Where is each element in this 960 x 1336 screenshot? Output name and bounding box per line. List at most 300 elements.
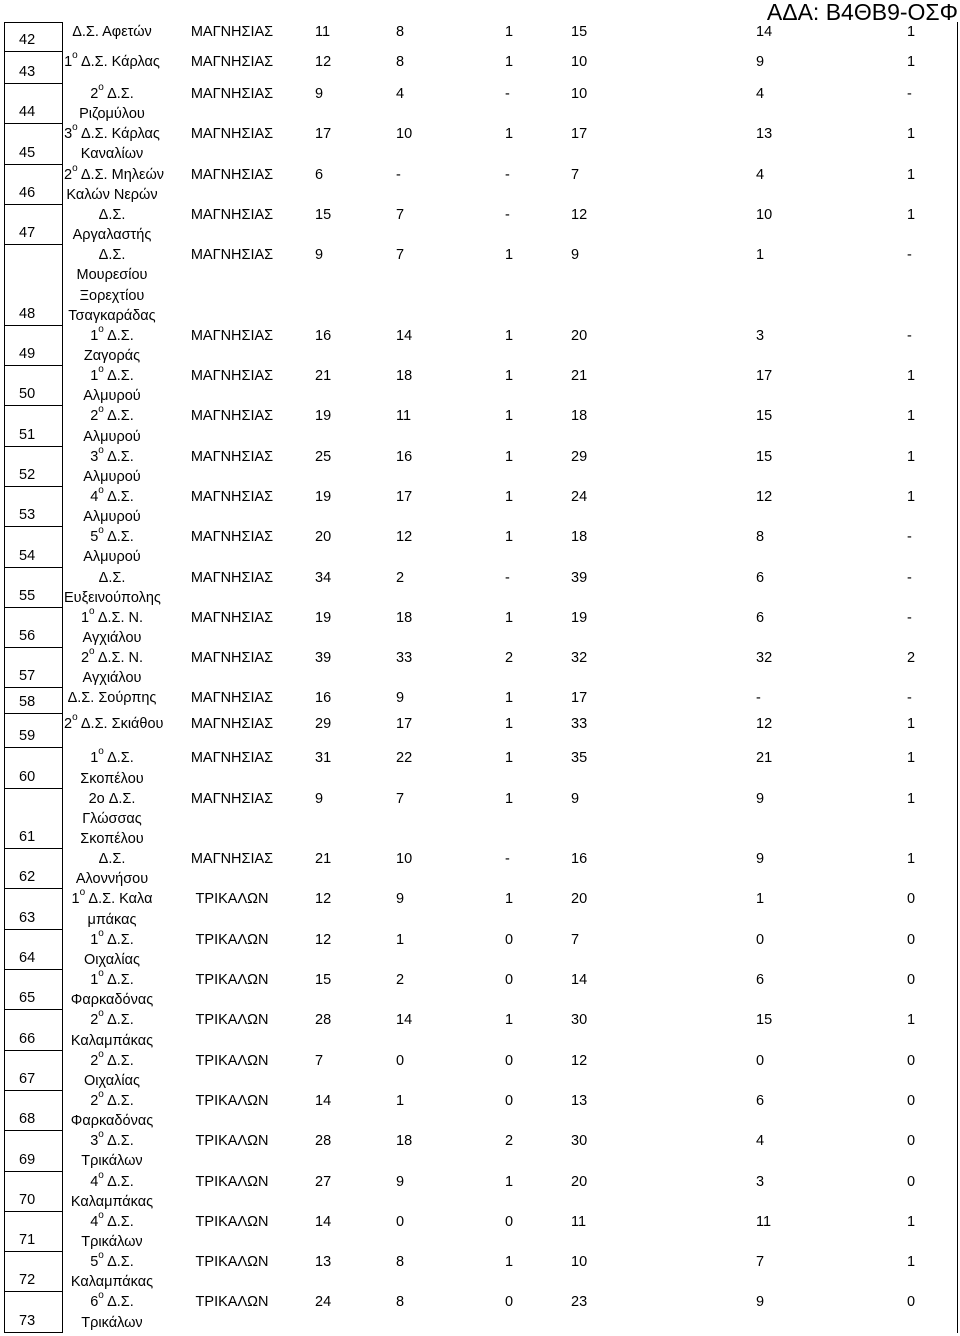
school-name bbox=[64, 22, 160, 42]
row-number: 54 bbox=[4, 527, 63, 567]
value-cell: 3 bbox=[756, 1173, 765, 1190]
value-cell: 0 bbox=[756, 931, 765, 948]
prefecture: ΤΡΙΚΑΛΩΝ bbox=[195, 1173, 269, 1190]
school-name-text: Δ.Σ. bbox=[107, 1294, 134, 1311]
school-name-text: Αλοννήσου bbox=[75, 871, 149, 888]
school-name bbox=[64, 484, 160, 527]
school-name-line bbox=[64, 769, 160, 789]
school-name-text: Δ.Σ. bbox=[107, 931, 134, 948]
value-cell: 0 bbox=[505, 1294, 514, 1311]
value-cell: 29 bbox=[571, 448, 588, 465]
value-cell: 19 bbox=[315, 609, 332, 626]
value-cell: 1 bbox=[907, 716, 916, 733]
value-cell: 9 bbox=[756, 54, 765, 70]
row-number: 71 bbox=[4, 1212, 63, 1252]
school-name bbox=[64, 1088, 160, 1131]
value-cell: 3 bbox=[756, 327, 765, 344]
school-name-text: 2o Δ.Σ. bbox=[88, 790, 136, 807]
prefecture: ΜΑΓΝΗΣΙΑΣ bbox=[190, 24, 274, 40]
value-cell: 8 bbox=[396, 54, 405, 70]
school-name-line bbox=[64, 809, 160, 829]
school-name-line bbox=[64, 605, 160, 628]
prefecture: ΜΑΓΝΗΣΙΑΣ bbox=[190, 609, 274, 626]
value-cell: 14 bbox=[756, 24, 773, 40]
school-name-text: Δ.Σ. bbox=[107, 368, 134, 385]
school-name-line bbox=[64, 849, 160, 869]
value-cell: 22 bbox=[396, 750, 413, 767]
school-name-text: Γλώσσας bbox=[82, 810, 142, 827]
table-row bbox=[0, 22, 957, 52]
ordinal-suffix: ο bbox=[98, 968, 104, 980]
school-name-text: Δ.Σ. bbox=[107, 529, 134, 546]
value-cell: 20 bbox=[571, 891, 588, 908]
value-cell: 21 bbox=[315, 851, 332, 868]
value-cell: 0 bbox=[907, 1052, 916, 1069]
table-row bbox=[0, 889, 957, 929]
ordinal-number: 2 bbox=[90, 1012, 99, 1029]
prefecture: ΜΑΓΝΗΣΙΑΣ bbox=[190, 54, 274, 70]
school-name-text: Μουρεσίου bbox=[76, 267, 148, 284]
value-cell: 17 bbox=[396, 488, 413, 505]
table-row bbox=[0, 124, 957, 164]
ordinal-suffix: ο bbox=[89, 605, 95, 617]
school-name-text: Δ.Σ. Κάρλας bbox=[80, 54, 160, 70]
school-name-line bbox=[64, 1088, 160, 1111]
school-name-text: Αγχιάλου bbox=[82, 630, 142, 647]
value-cell: 27 bbox=[315, 1173, 332, 1190]
value-cell: 1 bbox=[505, 790, 514, 807]
value-cell: 15 bbox=[315, 972, 332, 989]
school-name bbox=[64, 1169, 160, 1212]
row-number: 73 bbox=[4, 1292, 63, 1332]
prefecture: ΜΑΓΝΗΣΙΑΣ bbox=[190, 488, 274, 505]
school-name bbox=[64, 84, 160, 124]
value-cell: 8 bbox=[396, 1254, 405, 1271]
school-name-text: Δ.Σ. bbox=[107, 448, 134, 465]
row-number: 51 bbox=[4, 406, 63, 446]
table-row bbox=[0, 605, 957, 648]
value-cell: 1 bbox=[505, 488, 514, 505]
value-cell: 18 bbox=[571, 529, 588, 546]
school-name-text: Δ.Σ. bbox=[107, 750, 134, 767]
school-name-line bbox=[64, 1048, 160, 1071]
value-cell: 0 bbox=[505, 972, 514, 989]
school-name-text: Δ.Σ. Ν. bbox=[97, 650, 144, 667]
value-cell: 32 bbox=[571, 650, 588, 667]
value-cell: 18 bbox=[571, 408, 588, 425]
school-name-text: Δ.Σ. bbox=[107, 1254, 134, 1271]
school-name bbox=[64, 889, 160, 929]
row-number: 47 bbox=[4, 205, 63, 245]
value-cell: 9 bbox=[396, 1173, 405, 1190]
school-name bbox=[64, 688, 160, 708]
value-cell: 20 bbox=[571, 327, 588, 344]
prefecture: ΜΑΓΝΗΣΙΑΣ bbox=[190, 368, 274, 385]
value-cell: 1 bbox=[505, 529, 514, 546]
value-cell: 1 bbox=[907, 368, 916, 385]
value-cell: 0 bbox=[505, 931, 514, 948]
value-cell: 10 bbox=[396, 126, 413, 143]
value-cell: 10 bbox=[571, 1254, 588, 1271]
ordinal-number: 1 bbox=[90, 972, 99, 989]
row-number: 46 bbox=[4, 165, 63, 205]
value-cell: 19 bbox=[315, 408, 332, 425]
school-name-line bbox=[64, 323, 160, 346]
value-cell: 9 bbox=[756, 1294, 765, 1311]
prefecture: ΜΑΓΝΗΣΙΑΣ bbox=[190, 206, 274, 223]
value-cell: 33 bbox=[571, 716, 588, 733]
ordinal-suffix: ο bbox=[98, 82, 104, 93]
school-name-line bbox=[64, 568, 160, 588]
prefecture: ΤΡΙΚΑΛΩΝ bbox=[195, 1092, 269, 1109]
school-name-text: Δ.Σ. bbox=[107, 408, 134, 425]
ordinal-number: 5 bbox=[90, 529, 99, 546]
ordinal-suffix: ο bbox=[98, 525, 104, 537]
table-row bbox=[0, 1010, 957, 1050]
school-name-text: Δ.Σ. Μηλεών bbox=[80, 166, 165, 183]
table-row bbox=[0, 688, 957, 714]
school-name-text: Δ.Σ. bbox=[107, 86, 134, 102]
school-name bbox=[64, 789, 160, 849]
ordinal-number: 1 bbox=[90, 931, 99, 948]
ordinal-suffix: ο bbox=[98, 927, 104, 939]
table-row bbox=[0, 484, 957, 527]
value-cell: 6 bbox=[756, 972, 765, 989]
school-name-line bbox=[64, 205, 160, 225]
value-cell: 30 bbox=[571, 1012, 588, 1029]
prefecture: ΜΑΓΝΗΣΙΑΣ bbox=[190, 327, 274, 344]
school-name bbox=[64, 1292, 160, 1332]
school-name-line bbox=[64, 1252, 160, 1272]
value-cell: 1 bbox=[907, 1213, 916, 1230]
value-cell: 11 bbox=[756, 1213, 772, 1230]
value-cell: 9 bbox=[315, 247, 324, 264]
value-cell: 0 bbox=[396, 1052, 405, 1069]
table-row bbox=[0, 1169, 957, 1212]
school-name-line bbox=[64, 386, 160, 406]
ordinal-suffix: ο bbox=[98, 323, 104, 335]
school-name bbox=[64, 366, 160, 406]
value-cell: 15 bbox=[756, 448, 773, 465]
value-cell: 1 bbox=[505, 408, 514, 425]
school-name-text: Δ.Σ. Καλα bbox=[88, 891, 153, 908]
school-name-line bbox=[64, 144, 160, 164]
value-cell: 14 bbox=[315, 1213, 332, 1230]
table-row bbox=[0, 568, 957, 608]
school-name-line bbox=[64, 970, 160, 990]
school-name-text: Αργαλαστής bbox=[72, 227, 152, 244]
ordinal-number: 5 bbox=[90, 1254, 99, 1271]
school-name-text: Δ.Σ. bbox=[107, 972, 134, 989]
value-cell: 9 bbox=[756, 790, 765, 807]
ordinal-suffix: ο bbox=[98, 1209, 104, 1221]
value-cell: 20 bbox=[315, 529, 332, 546]
value-cell: 13 bbox=[756, 126, 773, 143]
ordinal-suffix: ο bbox=[98, 1290, 104, 1302]
value-cell: - bbox=[907, 247, 912, 264]
school-name-line bbox=[64, 668, 160, 688]
ordinal-suffix: ο bbox=[98, 404, 104, 416]
value-cell: 34 bbox=[315, 569, 332, 586]
school-name-line bbox=[64, 1169, 160, 1192]
school-name-line bbox=[64, 1151, 160, 1171]
value-cell: 17 bbox=[756, 368, 773, 385]
school-name-line bbox=[64, 52, 160, 72]
value-cell: 8 bbox=[396, 24, 405, 40]
row-number: 52 bbox=[4, 447, 63, 487]
table-row bbox=[0, 52, 957, 84]
value-cell: 1 bbox=[505, 368, 514, 385]
value-cell: - bbox=[396, 166, 401, 183]
prefecture: ΜΑΓΝΗΣΙΑΣ bbox=[190, 166, 274, 183]
value-cell: 17 bbox=[315, 126, 332, 143]
value-cell: 25 bbox=[315, 448, 332, 465]
school-name bbox=[64, 1131, 160, 1171]
school-name-text: Δ.Σ. bbox=[107, 1133, 134, 1150]
ordinal-number: 1 bbox=[64, 54, 73, 70]
value-cell: 1 bbox=[907, 851, 916, 868]
school-name-line bbox=[64, 467, 160, 487]
value-cell: - bbox=[907, 569, 912, 586]
value-cell: 1 bbox=[505, 327, 514, 344]
row-number: 49 bbox=[4, 326, 63, 366]
value-cell: 0 bbox=[907, 972, 916, 989]
value-cell: 12 bbox=[315, 54, 332, 70]
school-name-text: Καλών Νερών bbox=[66, 186, 158, 203]
value-cell: - bbox=[756, 690, 761, 707]
table-row bbox=[0, 1292, 957, 1332]
value-cell: 1 bbox=[907, 126, 916, 143]
value-cell: 17 bbox=[571, 690, 588, 707]
value-cell: 35 bbox=[571, 750, 588, 767]
school-name-text: Φαρκαδόνας bbox=[70, 1113, 154, 1130]
value-cell: - bbox=[907, 327, 912, 344]
row-number: 70 bbox=[4, 1172, 63, 1212]
table-row bbox=[0, 323, 957, 366]
ordinal-suffix: ο bbox=[98, 364, 104, 376]
school-name-line bbox=[64, 484, 160, 507]
value-cell: 12 bbox=[315, 931, 332, 948]
prefecture: ΜΑΓΝΗΣΙΑΣ bbox=[190, 750, 274, 767]
value-cell: 19 bbox=[315, 488, 332, 505]
table-row bbox=[0, 162, 957, 205]
ordinal-number: 2 bbox=[80, 650, 90, 667]
value-cell: 16 bbox=[315, 327, 332, 344]
ordinal-suffix: ο bbox=[98, 746, 104, 758]
school-name-line bbox=[64, 1010, 160, 1030]
value-cell: 20 bbox=[571, 1173, 588, 1190]
school-name-line bbox=[64, 950, 160, 970]
value-cell: 1 bbox=[396, 931, 405, 948]
value-cell: 24 bbox=[315, 1294, 332, 1311]
school-name-text: Οιχαλίας bbox=[84, 951, 140, 968]
value-cell: 12 bbox=[315, 891, 332, 908]
value-cell: 12 bbox=[571, 206, 588, 223]
value-cell: 1 bbox=[907, 24, 916, 40]
value-cell: 0 bbox=[907, 1294, 916, 1311]
value-cell: 17 bbox=[571, 126, 588, 143]
prefecture: ΜΑΓΝΗΣΙΑΣ bbox=[190, 247, 274, 264]
ordinal-number: 2 bbox=[90, 408, 99, 425]
row-number: 44 bbox=[4, 84, 63, 124]
value-cell: 6 bbox=[756, 1092, 765, 1109]
value-cell: 1 bbox=[907, 488, 916, 505]
value-cell: 15 bbox=[315, 206, 332, 223]
row-number: 67 bbox=[4, 1051, 63, 1091]
row-number: 72 bbox=[4, 1252, 63, 1292]
school-name bbox=[64, 52, 160, 72]
value-cell: 11 bbox=[571, 1213, 587, 1230]
school-name-line bbox=[64, 124, 160, 144]
value-cell: 11 bbox=[396, 408, 412, 425]
value-cell: 28 bbox=[315, 1133, 332, 1150]
value-cell: 28 bbox=[315, 1012, 332, 1029]
table-row bbox=[0, 245, 957, 326]
row-number: 53 bbox=[4, 487, 63, 527]
value-cell: 29 bbox=[315, 716, 332, 733]
value-cell: 8 bbox=[396, 1294, 405, 1311]
value-cell: 18 bbox=[396, 609, 413, 626]
value-cell: - bbox=[505, 851, 510, 868]
table-row bbox=[0, 849, 957, 889]
ordinal-number: 4 bbox=[90, 488, 99, 505]
school-name bbox=[64, 527, 160, 567]
value-cell: 2 bbox=[907, 650, 916, 667]
value-cell: 10 bbox=[756, 206, 773, 223]
school-name-line bbox=[64, 265, 160, 285]
prefecture: ΜΑΓΝΗΣΙΑΣ bbox=[190, 569, 274, 586]
value-cell: 0 bbox=[907, 1092, 916, 1109]
ordinal-suffix: ο bbox=[98, 1129, 104, 1141]
prefecture: ΜΑΓΝΗΣΙΑΣ bbox=[190, 851, 274, 868]
school-name bbox=[64, 927, 160, 970]
prefecture: ΤΡΙΚΑΛΩΝ bbox=[195, 1213, 269, 1230]
table-row bbox=[0, 648, 957, 688]
school-name bbox=[64, 605, 160, 648]
value-cell: 21 bbox=[756, 750, 773, 767]
school-name-text: Δ.Σ. bbox=[107, 1012, 134, 1029]
school-name-text: Δ.Σ. bbox=[98, 247, 126, 264]
value-cell: 6 bbox=[756, 569, 765, 586]
value-cell: - bbox=[907, 529, 912, 546]
value-cell: 14 bbox=[315, 1092, 332, 1109]
value-cell: 1 bbox=[907, 408, 916, 425]
school-name-text: Τρικάλων bbox=[81, 1314, 143, 1331]
row-number: 56 bbox=[4, 608, 63, 648]
value-cell: 4 bbox=[756, 166, 765, 183]
value-cell: 0 bbox=[505, 1213, 514, 1230]
school-name-line bbox=[64, 1313, 160, 1333]
table-row bbox=[0, 444, 957, 487]
table-row bbox=[0, 84, 957, 124]
school-name bbox=[64, 1252, 160, 1292]
row-number: 43 bbox=[4, 52, 63, 84]
school-name-line bbox=[64, 628, 160, 648]
ordinal-number: 3 bbox=[90, 448, 99, 465]
value-cell: 2 bbox=[505, 1133, 514, 1150]
school-name bbox=[64, 124, 160, 164]
school-name-text: Τσαγκαράδας bbox=[68, 307, 156, 324]
school-name-text: Δ.Σ. bbox=[107, 1052, 134, 1069]
school-name-line bbox=[64, 648, 160, 668]
value-cell: 32 bbox=[756, 650, 773, 667]
value-cell: 31 bbox=[315, 750, 332, 767]
value-cell: 0 bbox=[907, 891, 916, 908]
table-row bbox=[0, 927, 957, 970]
table-row bbox=[0, 1131, 957, 1171]
row-number: 69 bbox=[4, 1131, 63, 1171]
row-number: 50 bbox=[4, 366, 63, 406]
prefecture: ΜΑΓΝΗΣΙΑΣ bbox=[190, 86, 274, 102]
value-cell: 16 bbox=[571, 851, 588, 868]
value-cell: 4 bbox=[396, 86, 405, 102]
value-cell: - bbox=[907, 690, 912, 707]
value-cell: 18 bbox=[396, 1133, 413, 1150]
value-cell: 10 bbox=[571, 54, 588, 70]
row-number: 59 bbox=[4, 714, 63, 748]
value-cell: 11 bbox=[315, 24, 331, 40]
row-number: 57 bbox=[4, 648, 63, 688]
school-name-line bbox=[64, 104, 160, 124]
table-row bbox=[0, 406, 957, 446]
value-cell: 1 bbox=[505, 126, 514, 143]
row-number: 66 bbox=[4, 1010, 63, 1050]
ordinal-number: 1 bbox=[90, 327, 99, 344]
school-name-text: Δ.Σ. bbox=[107, 327, 134, 344]
value-cell: 30 bbox=[571, 1133, 588, 1150]
value-cell: 9 bbox=[571, 247, 580, 264]
school-name bbox=[64, 1209, 160, 1252]
school-name-line bbox=[64, 990, 160, 1010]
value-cell: 33 bbox=[396, 650, 413, 667]
school-name-text: Αλμυρού bbox=[83, 468, 141, 485]
value-cell: 7 bbox=[756, 1254, 765, 1271]
value-cell: 8 bbox=[756, 529, 765, 546]
row-number: 62 bbox=[4, 849, 63, 889]
school-name-line bbox=[64, 829, 160, 849]
value-cell: 4 bbox=[756, 86, 765, 102]
value-cell: 39 bbox=[315, 650, 332, 667]
school-name-line bbox=[64, 245, 160, 265]
school-name-line bbox=[64, 1031, 160, 1051]
table-row bbox=[0, 970, 957, 1010]
ordinal-number: 1 bbox=[90, 750, 99, 767]
prefecture: ΤΡΙΚΑΛΩΝ bbox=[195, 1254, 269, 1271]
value-cell: 9 bbox=[756, 851, 765, 868]
table-row bbox=[0, 789, 957, 849]
school-name-text: Ξορεχτίου bbox=[79, 287, 145, 304]
ordinal-number: 2 bbox=[90, 86, 99, 102]
school-name bbox=[64, 849, 160, 889]
ordinal-suffix: ο bbox=[72, 50, 78, 61]
ordinal-number: 2 bbox=[90, 1052, 99, 1069]
school-name-text: Φαρκαδόνας bbox=[70, 992, 154, 1009]
value-cell: - bbox=[505, 206, 510, 223]
school-name-line bbox=[64, 927, 160, 950]
school-name-line bbox=[64, 889, 160, 909]
value-cell: 24 bbox=[571, 488, 588, 505]
school-name-text: Δ.Σ. bbox=[107, 1092, 134, 1109]
value-cell: 14 bbox=[396, 1012, 413, 1029]
school-name-text: Καλαμπάκας bbox=[70, 1032, 154, 1049]
ordinal-suffix: ο bbox=[72, 122, 78, 134]
value-cell: - bbox=[505, 86, 510, 102]
ordinal-suffix: ο bbox=[98, 484, 104, 496]
prefecture: ΜΑΓΝΗΣΙΑΣ bbox=[190, 408, 274, 425]
school-name bbox=[64, 970, 160, 1010]
prefecture: ΤΡΙΚΑΛΩΝ bbox=[195, 1133, 269, 1150]
value-cell: 19 bbox=[571, 609, 588, 626]
